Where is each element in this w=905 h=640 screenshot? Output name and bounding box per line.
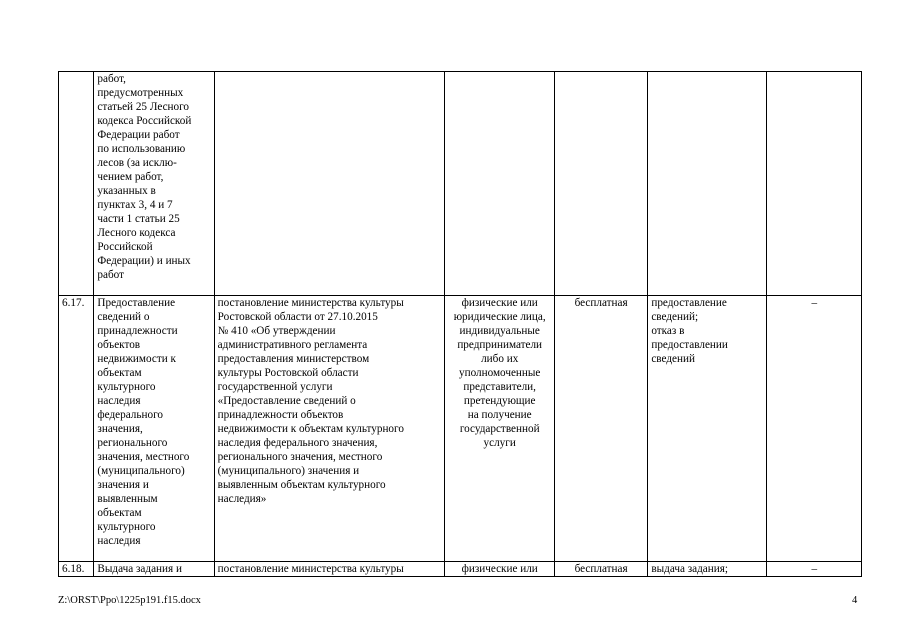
recipients: физические или [445, 562, 554, 577]
result [648, 72, 767, 296]
legal-act [214, 72, 445, 296]
legal-act: постановление министерства культуры Ростовской области от 27.10.2015 № 410 «Об утверждении административного регламента предоставления министерством культуры Ростовской области государственной услуги «Предоставление сведений о принадлежности объектов недвижимости к объектам культурного наследия федерального значения, регионального значения, местного (муниципального) значения и выявленным объектам культурного наследия» [214, 296, 445, 562]
extra-info [767, 72, 862, 296]
service-name: работ, предусмотренных статьей 25 Лесного кодекса Российской Федерации работ по использованию лесов (за исклю- чением работ, указанных в пунктах 3, 4 и 7 части 1 статьи 25 Лесного кодекса Российской Федерации) и иных работ [94, 72, 214, 296]
footer-page-number: 4 [852, 595, 858, 606]
footer-file-path: Z:\ORST\Ppo\1225p191.f15.docx [58, 595, 201, 606]
recipients [445, 72, 554, 296]
service-name: Предоставление сведений о принадлежности объектов недвижимости к объектам культурного наследия федерального значения, регионального значения, местного (муниципального) значения и выявленным объектам культурного наследия [94, 296, 214, 562]
result: предоставление сведений; отказ в предоставлении сведений [648, 296, 767, 562]
table-row-6-18 [59, 562, 862, 577]
result: выдача задания; [648, 562, 767, 577]
extra-info: – [767, 296, 862, 562]
services-table [58, 71, 862, 577]
extra-info: – [767, 562, 862, 577]
service-name: Выдача задания и [94, 562, 214, 577]
legal-act: постановление министерства культуры [214, 562, 445, 577]
table-row-continuation [59, 72, 862, 296]
row-number: 6.17. [59, 296, 94, 562]
recipients: физические или юридические лица, индивидуальные предприниматели либо их уполномоченные представители, претендующие на получение государственной услуги [445, 296, 554, 562]
table-row-6-17 [59, 296, 862, 562]
row-number: 6.18. [59, 562, 94, 577]
cost [554, 72, 647, 296]
row-number [59, 72, 94, 296]
cost: бесплатная [554, 296, 647, 562]
cost: бесплатная [554, 562, 647, 577]
